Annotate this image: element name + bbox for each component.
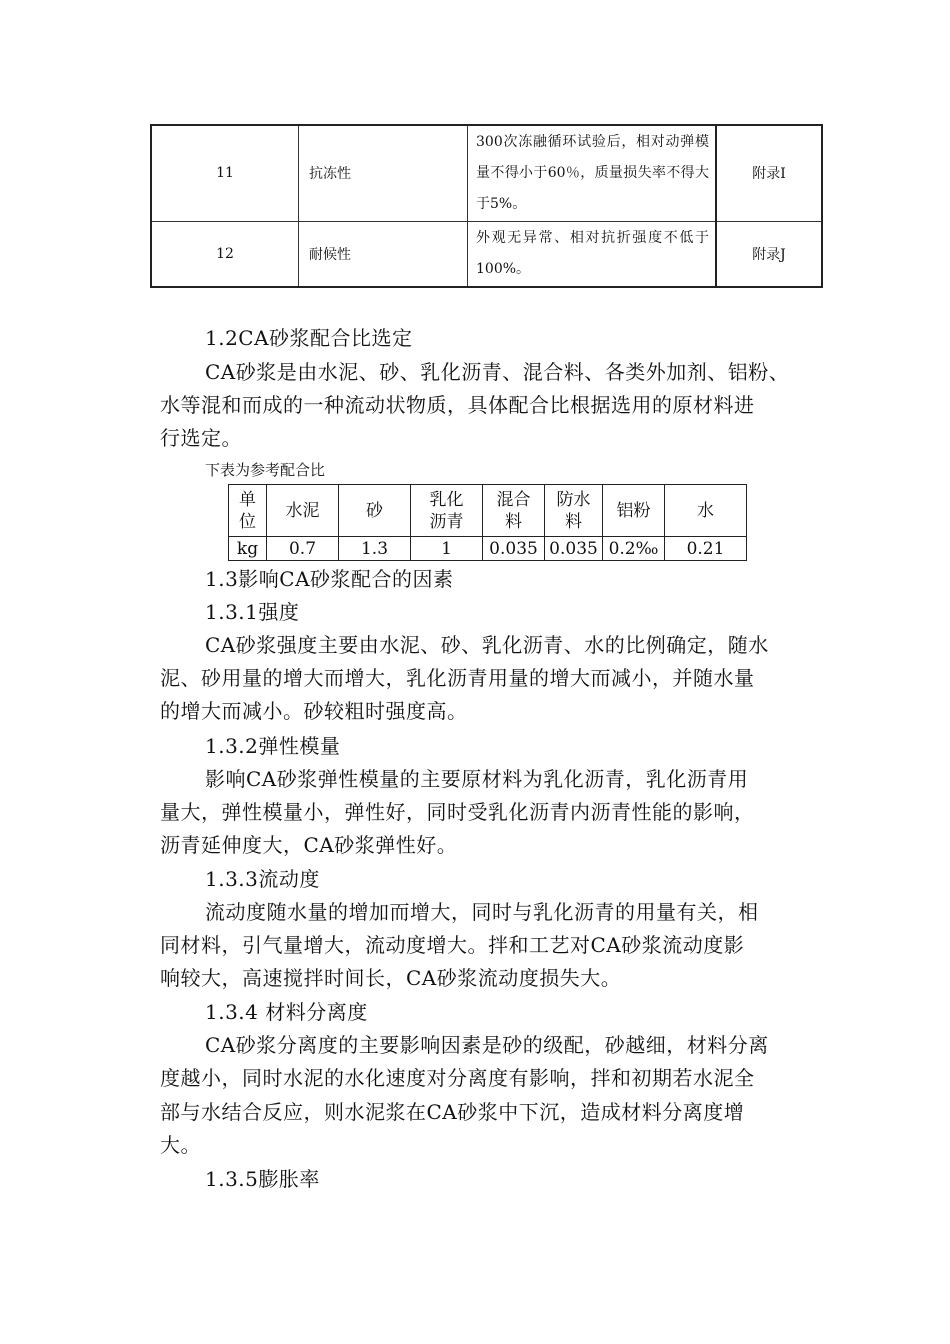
item-requirement: 300次冻融循环试验后，相对动弹模量不得小于60％，质量损失率不得大于5%。 (468, 125, 717, 221)
section-heading: 1.2CA砂浆配合比选定 (205, 326, 413, 350)
table-row (229, 537, 747, 561)
value-cell: 0.21 (665, 537, 747, 561)
table-header-row (229, 485, 747, 537)
paragraph-line: CA砂浆分离度的主要影响因素是砂的级配，砂越细，材料分离 (205, 1033, 769, 1057)
table-caption: 下表为参考配合比 (205, 461, 326, 479)
paragraph-line: 度越小，同时水泥的水化速度对分离度有影响，拌和初期若水泥全 (160, 1066, 755, 1090)
subsection-heading: 1.3.1强度 (205, 600, 300, 624)
paragraph-line: 部与水结合反应，则水泥浆在CA砂浆中下沉，造成材料分离度增 (160, 1100, 745, 1124)
paragraph-line: 响较大，高速搅拌时间长，CA砂浆流动度损失大。 (160, 966, 622, 990)
paragraph-line: 沥青延伸度大，CA砂浆弹性好。 (160, 833, 458, 857)
paragraph-line: 大。 (160, 1133, 201, 1157)
value-cell: 0.2‰ (603, 537, 665, 561)
spec-table (150, 124, 823, 288)
subsection-heading: 1.3.5膨胀率 (205, 1167, 320, 1191)
subsection-heading: 1.3.2弹性模量 (205, 734, 341, 758)
item-method: 附录J (716, 221, 822, 287)
subsection-heading: 1.3.4 材料分离度 (205, 1000, 368, 1024)
mix-ratio-table (228, 484, 747, 561)
paragraph-line: 的增大而减小。砂较粗时强度高。 (160, 699, 468, 723)
paragraph-line: 行选定。 (160, 426, 242, 450)
header-cell: 混合 料 (483, 485, 545, 537)
value-cell: 0.035 (483, 537, 545, 561)
header-cell: 防水 料 (545, 485, 603, 537)
item-name: 抗冻性 (299, 125, 468, 221)
header-cell: 砂 (339, 485, 411, 537)
paragraph-line: CA砂浆强度主要由水泥、砂、乳化沥青、水的比例确定，随水 (205, 633, 769, 657)
table-row (151, 221, 822, 287)
header-cell: 铝粉 (603, 485, 665, 537)
paragraph-line: 水等混和而成的一种流动状物质，具体配合比根据选用的原材料进 (160, 393, 755, 417)
item-number: 12 (151, 221, 299, 287)
header-cell: 单 位 (229, 485, 267, 537)
item-requirement: 外观无异常、相对抗折强度不低于100%。 (468, 221, 717, 287)
value-cell: 0.7 (267, 537, 339, 561)
subsection-heading: 1.3.3流动度 (205, 867, 320, 891)
value-cell: 1 (411, 537, 483, 561)
paragraph-line: 泥、砂用量的增大而增大，乳化沥青用量的增大而减小，并随水量 (160, 666, 755, 690)
value-cell: kg (229, 537, 267, 561)
header-cell: 乳化 沥青 (411, 485, 483, 537)
paragraph-line: 量大，弹性模量小，弹性好，同时受乳化沥青内沥青性能的影响， (160, 800, 755, 824)
paragraph-line: CA砂浆是由水泥、砂、乳化沥青、混合料、各类外加剂、铝粉、 (205, 360, 790, 384)
header-cell: 水泥 (267, 485, 339, 537)
paragraph-line: 影响CA砂浆弹性模量的主要原材料为乳化沥青，乳化沥青用 (205, 767, 749, 791)
header-cell: 水 (665, 485, 747, 537)
value-cell: 0.035 (545, 537, 603, 561)
item-number: 11 (151, 125, 299, 221)
item-method: 附录I (716, 125, 822, 221)
section-heading: 1.3影响CA砂浆配合的因素 (205, 567, 454, 591)
item-name: 耐候性 (299, 221, 468, 287)
value-cell: 1.3 (339, 537, 411, 561)
paragraph-line: 同材料，引气量增大，流动度增大。拌和工艺对CA砂浆流动度影 (160, 933, 745, 957)
paragraph-line: 流动度随水量的增加而增大，同时与乳化沥青的用量有关，相 (205, 900, 759, 924)
table-row (151, 125, 822, 221)
